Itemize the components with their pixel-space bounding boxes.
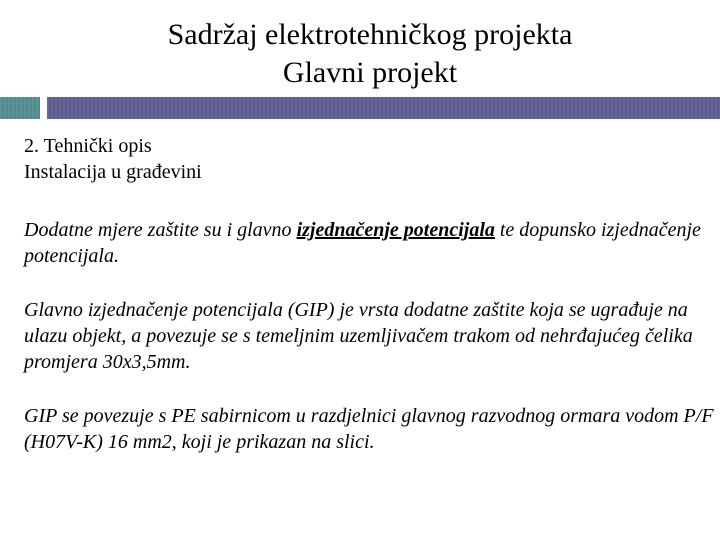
slide-content	[24, 133, 714, 455]
title-divider-right	[47, 97, 720, 119]
paragraph-3: GIP se povezuje s PE sabirnicom u razdjelnici glavnog razvodnog ormara vodom P/F (H07V-K) 16 mm2, koji je prikazan na slici.	[24, 405, 714, 453]
section-subtitle: Instalacija u građevini	[24, 161, 202, 183]
title-divider-left	[0, 97, 40, 119]
slide-title-line1: Sadržaj elektrotehničkog projekta	[167, 18, 573, 51]
paragraph-1-text-end: te dopunsko izjednačenje potencijala.	[24, 219, 701, 267]
paragraph-1	[24, 217, 714, 269]
slide-title-line2: Glavni projekt	[282, 56, 458, 89]
paragraph-1-emphasis: izjednačenje potencijala	[296, 219, 495, 241]
slide-title	[0, 16, 720, 92]
paragraph-2: Glavno izjednačenje potencijala (GIP) je vrsta dodatne zaštite koja se ugrađuje na ulazu objekt, a povezuje se s temeljnim uzemljivačem trakom od nehrđajućeg čelika promjera 30x3,5mm.	[24, 299, 693, 373]
paragraph-1-text-start: Dodatne mjere zaštite su i glavno	[24, 219, 297, 241]
section-number: 2. Tehnički opis	[24, 135, 152, 157]
